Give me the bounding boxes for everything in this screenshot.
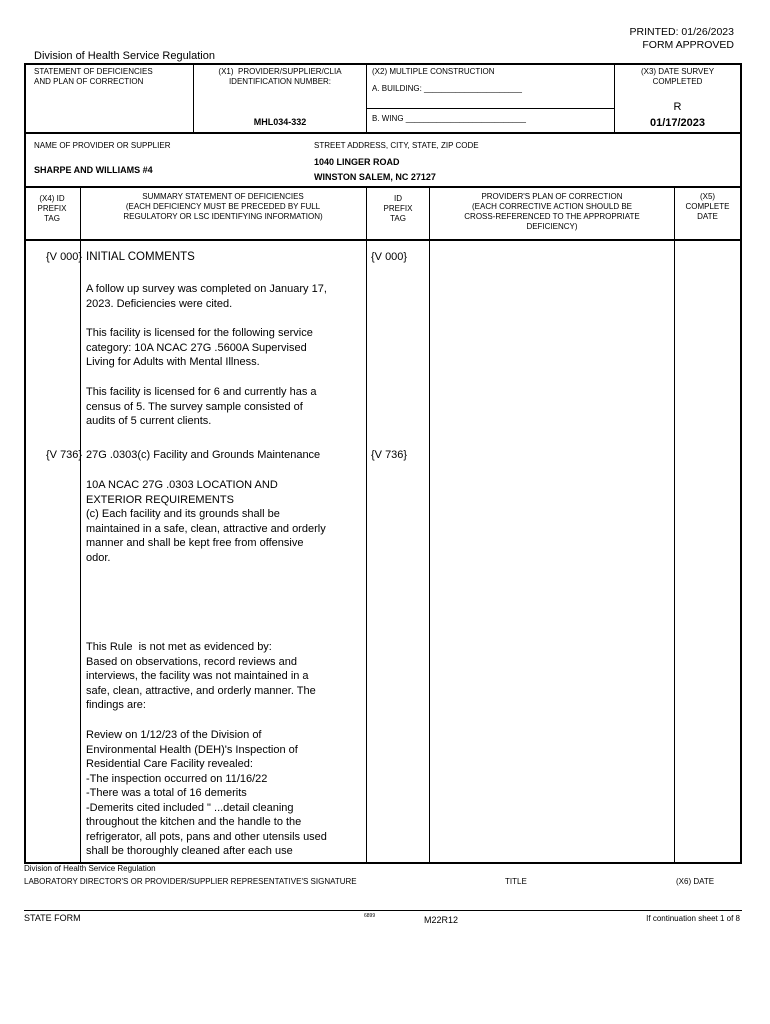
address-line2: WINSTON SALEM, NC 27127 bbox=[314, 172, 436, 182]
column-divider bbox=[429, 187, 430, 862]
column-divider bbox=[80, 187, 81, 862]
finding-paragraph: Review on 1/12/23 of the Division of Environmental Health (DEH)'s Inspection of Residential Care Facility revealed: -The inspection occurred on 11/16/22 -There was a total of 16 demerits -Demerits cited included " ...detail cleaning throughout the kitchen and the handle to the refrigerator, all pots, pans and other utensils used shall be thoroughly cleaned after each use bbox=[86, 729, 327, 857]
address-label: STREET ADDRESS, CITY, STATE, ZIP CODE bbox=[314, 141, 479, 150]
finding-paragraph: This Rule is not met as evidenced by: Based on observations, record reviews and interviews, the facility was not maintained in a safe, clean, attractive, and orderly manner. The findings are: bbox=[86, 641, 316, 711]
form-code: 6899 bbox=[364, 913, 376, 919]
column-divider bbox=[366, 187, 367, 862]
state-form-label: STATE FORM bbox=[24, 913, 81, 923]
x1-label: (X1) PROVIDER/SUPPLIER/CLIA IDENTIFICATION NUMBER: bbox=[218, 67, 342, 86]
building-field: A. BUILDING: ______________________ bbox=[372, 84, 522, 93]
plan-header: PROVIDER'S PLAN OF CORRECTION (EACH CORRECTIVE ACTION SHOULD BE CROSS-REFERENCED TO THE APPROPRIATE DEFICIENCY) bbox=[464, 192, 640, 231]
tag-v000-left: {V 000} bbox=[46, 251, 83, 263]
divider bbox=[366, 64, 367, 132]
wing-field: B. WING ___________________________ bbox=[372, 114, 526, 123]
division-title: Division of Health Service Regulation bbox=[34, 50, 215, 62]
form-right-border bbox=[740, 63, 742, 863]
comment-paragraph: A follow up survey was completed on January 17, 2023. Deficiencies were cited. bbox=[86, 283, 327, 310]
x3-label: (X3) DATE SURVEY COMPLETED bbox=[640, 67, 715, 86]
divider bbox=[24, 239, 742, 241]
form-left-border bbox=[24, 63, 26, 863]
comment-paragraph: This facility is licensed for the following service category: 10A NCAC 27G .5600A Supervised Living for Adults with Mental Illness. bbox=[86, 327, 313, 368]
rule-paragraph: 10A NCAC 27G .0303 LOCATION AND EXTERIOR REQUIREMENTS (c) Each facility and its grounds shall be maintained in a safe, clean, attractive and orderly manner and shall be kept free from offensive odor. bbox=[86, 479, 326, 564]
v736-title: 27G .0303(c) Facility and Grounds Maintenance bbox=[86, 449, 321, 461]
form-top-border bbox=[24, 63, 742, 65]
id-prefix-header: ID PREFIX TAG bbox=[383, 194, 413, 223]
form-id: M22R12 bbox=[424, 915, 459, 925]
statement-label: STATEMENT OF DEFICIENCIES AND PLAN OF CORRECTION bbox=[34, 67, 153, 86]
x2-label: (X2) MULTIPLE CONSTRUCTION bbox=[372, 67, 495, 76]
tag-v736-left: {V 736} bbox=[46, 449, 83, 461]
survey-date: 01/17/2023 bbox=[649, 117, 706, 129]
provider-name: SHARPE AND WILLIAMS #4 bbox=[34, 165, 153, 175]
printed-date: PRINTED: 01/26/2023 bbox=[629, 26, 734, 38]
title-label: TITLE bbox=[505, 877, 527, 886]
provider-id: MHL034-332 bbox=[253, 117, 307, 127]
divider bbox=[24, 186, 742, 188]
x6-date-label: (X6) DATE bbox=[676, 877, 715, 886]
signature-line bbox=[24, 910, 742, 911]
signature-label: LABORATORY DIRECTOR'S OR PROVIDER/SUPPLIER REPRESENTATIVE'S SIGNATURE bbox=[24, 877, 357, 886]
comment-paragraph: This facility is licensed for 6 and currently has a census of 5. The survey sample consisted of audits of 5 current clients. bbox=[86, 386, 317, 427]
continuation-sheet: If continuation sheet 1 of 8 bbox=[646, 914, 740, 923]
x4-header: (X4) ID PREFIX TAG bbox=[37, 194, 67, 223]
initial-comments-title: INITIAL COMMENTS bbox=[86, 251, 195, 263]
address-line1: 1040 LINGER ROAD bbox=[314, 157, 400, 167]
divider bbox=[24, 132, 742, 134]
divider bbox=[366, 108, 614, 109]
x5-header: (X5) COMPLETE DATE bbox=[685, 192, 730, 221]
column-divider bbox=[674, 187, 675, 862]
tag-v000-right: {V 000} bbox=[371, 251, 408, 263]
provider-name-label: NAME OF PROVIDER OR SUPPLIER bbox=[34, 141, 171, 150]
footer-division: Division of Health Service Regulation bbox=[24, 864, 156, 873]
summary-header: SUMMARY STATEMENT OF DEFICIENCIES (EACH DEFICIENCY MUST BE PRECEDED BY FULL REGULATORY OR LSC IDENTIFYING INFORMATION) bbox=[123, 192, 323, 221]
tag-v736-right: {V 736} bbox=[371, 449, 408, 461]
form-approved: FORM APPROVED bbox=[642, 39, 734, 51]
survey-code: R bbox=[673, 101, 682, 113]
